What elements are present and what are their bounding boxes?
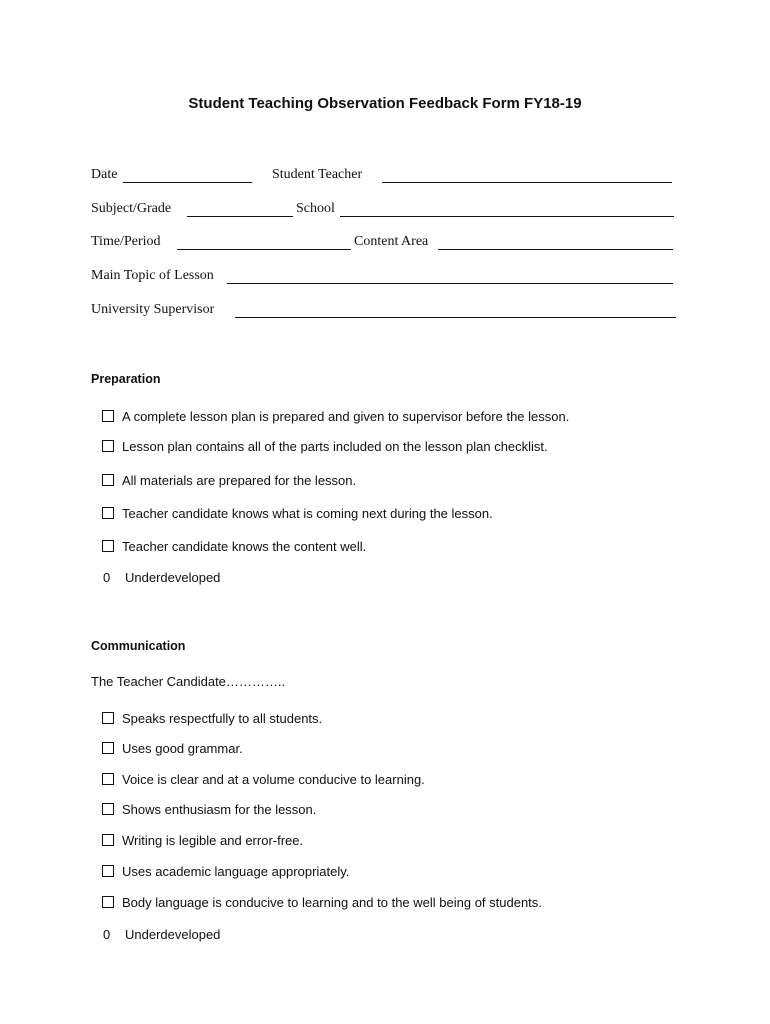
school-field[interactable] (340, 216, 674, 217)
item-text: Body language is conducive to learning and to the well being of students. (122, 895, 542, 910)
preparation-rating (103, 570, 220, 585)
time-period-field[interactable] (177, 249, 351, 250)
item-text: Teacher candidate knows what is coming next during the lesson. (122, 506, 493, 521)
item-text: Uses academic language appropriately. (122, 864, 350, 879)
field-row-time-content (91, 234, 691, 254)
rating-number: 0 (103, 927, 111, 942)
communication-intro: The Teacher Candidate………….. (91, 674, 286, 689)
item-text: Speaks respectfully to all students. (122, 711, 323, 726)
checkbox[interactable] (102, 773, 114, 785)
checkbox[interactable] (102, 803, 114, 815)
content-area-label: Content Area (354, 234, 429, 249)
subject-grade-label: Subject/Grade (91, 201, 172, 216)
preparation-heading: Preparation (91, 372, 161, 386)
main-topic-field[interactable] (227, 283, 673, 284)
form-title: Student Teaching Observation Feedback Form FY18-19 (188, 95, 582, 112)
date-label: Date (91, 167, 118, 182)
communication-rating (103, 927, 220, 942)
rating-label: Underdeveloped (125, 927, 221, 942)
checkbox[interactable] (102, 896, 114, 908)
field-row-main-topic (91, 268, 691, 288)
checkbox[interactable] (102, 742, 114, 754)
content-area-field[interactable] (438, 249, 673, 250)
university-supervisor-label: University Supervisor (91, 302, 215, 317)
student-teacher-label: Student Teacher (272, 167, 363, 182)
item-text: Teacher candidate knows the content well. (122, 539, 367, 554)
item-text: Writing is legible and error-free. (122, 833, 304, 848)
field-row-supervisor (91, 302, 691, 322)
checkbox[interactable] (102, 540, 114, 552)
school-label: School (296, 201, 335, 216)
checkbox[interactable] (102, 507, 114, 519)
checkbox[interactable] (102, 474, 114, 486)
item-text: All materials are prepared for the lesson. (122, 473, 357, 488)
checkbox[interactable] (102, 834, 114, 846)
field-row-date-teacher (91, 167, 691, 187)
item-text: A complete lesson plan is prepared and given to supervisor before the lesson. (122, 409, 570, 424)
rating-number: 0 (103, 570, 111, 585)
item-text: Shows enthusiasm for the lesson. (122, 802, 317, 817)
rating-label: Underdeveloped (125, 570, 221, 585)
field-row-subject-school (91, 201, 691, 221)
time-period-label: Time/Period (91, 234, 161, 249)
item-text: Uses good grammar. (122, 741, 243, 756)
student-teacher-field[interactable] (382, 182, 672, 183)
item-text: Voice is clear and at a volume conducive to learning. (122, 772, 425, 787)
main-topic-label: Main Topic of Lesson (91, 268, 214, 283)
communication-heading: Communication (91, 639, 186, 653)
date-field[interactable] (123, 182, 252, 183)
checkbox[interactable] (102, 410, 114, 422)
university-supervisor-field[interactable] (235, 317, 676, 318)
checkbox[interactable] (102, 440, 114, 452)
item-text: Lesson plan contains all of the parts included on the lesson plan checklist. (122, 439, 548, 454)
checkbox[interactable] (102, 865, 114, 877)
checkbox[interactable] (102, 712, 114, 724)
subject-grade-field[interactable] (187, 216, 293, 217)
